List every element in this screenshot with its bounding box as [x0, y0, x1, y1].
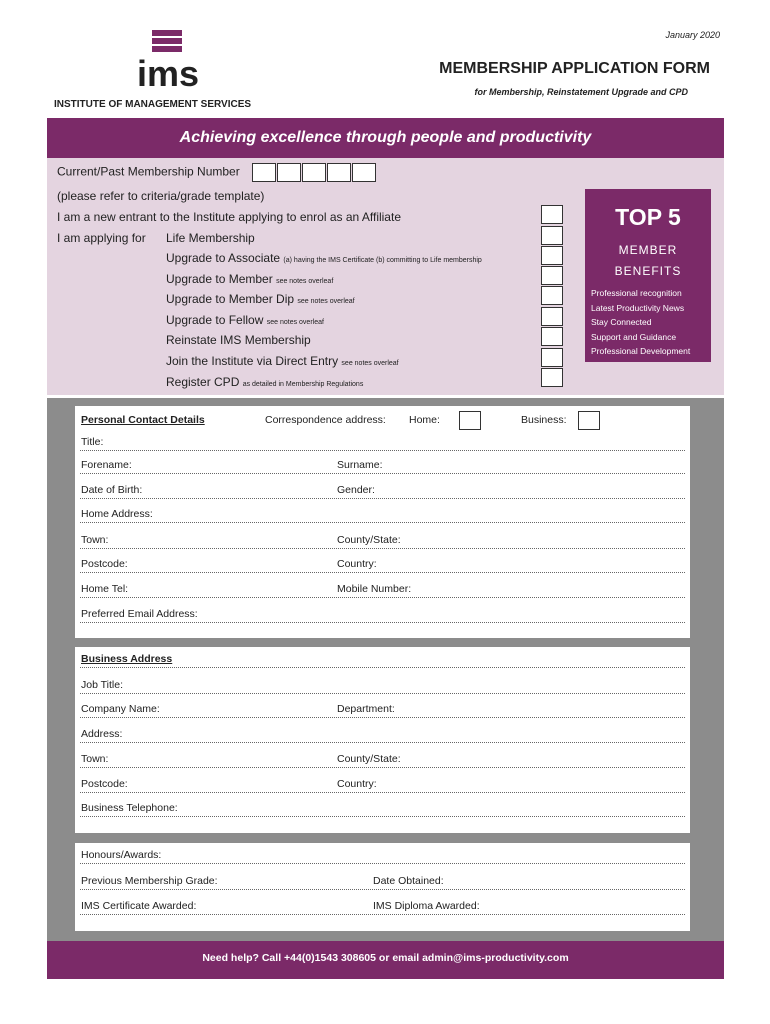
- upgrade-member-dip-checkbox[interactable]: [541, 286, 563, 305]
- town-label[interactable]: Town:: [81, 534, 109, 546]
- business-heading: Business Address: [81, 653, 173, 665]
- ims-diploma-label[interactable]: IMS Diploma Awarded:: [373, 900, 480, 912]
- business-county-label[interactable]: County/State:: [337, 753, 401, 765]
- form-title: MEMBERSHIP APPLICATION FORM: [439, 60, 710, 77]
- option-reinstate: Reinstate IMS Membership: [166, 333, 311, 347]
- option-upgrade-associate: Upgrade to Associate (a) having the IMS Certificate (b) committing to Life membership: [166, 251, 482, 265]
- business-postcode-label[interactable]: Postcode:: [81, 778, 128, 790]
- membership-number-label: Current/Past Membership Number: [57, 164, 240, 179]
- upgrade-member-checkbox[interactable]: [541, 266, 563, 285]
- mobile-label[interactable]: Mobile Number:: [337, 583, 412, 595]
- option-upgrade-member: Upgrade to Member see notes overleaf: [166, 272, 334, 286]
- top5-line1: MEMBER: [618, 243, 678, 257]
- help-footer: Need help? Call +44(0)1543 308605 or email admin@ims-productivity.com: [47, 941, 724, 979]
- membership-number-box-5[interactable]: [352, 163, 376, 182]
- institute-name: INSTITUTE OF MANAGEMENT SERVICES: [54, 99, 252, 110]
- home-address-label[interactable]: Home Address:: [81, 508, 153, 520]
- option-register-cpd: Register CPD as detailed in Membership Regulations: [166, 375, 364, 389]
- company-label[interactable]: Company Name:: [81, 703, 160, 715]
- top5-title: TOP 5: [615, 204, 681, 230]
- top5-benefits-box: [585, 189, 711, 362]
- option-upgrade-member-dip: Upgrade to Member Dip see notes overleaf: [166, 292, 355, 306]
- ims-certificate-label[interactable]: IMS Certificate Awarded:: [81, 900, 197, 912]
- logo-text: ims: [136, 53, 200, 90]
- upgrade-fellow-checkbox[interactable]: [541, 307, 563, 326]
- business-address-panel: [75, 647, 690, 833]
- membership-number-box-2[interactable]: [277, 163, 301, 182]
- new-entrant-label: I am a new entrant to the Institute applying to enrol as an Affiliate: [57, 210, 401, 224]
- county-label[interactable]: County/State:: [337, 534, 401, 546]
- upgrade-associate-checkbox[interactable]: [541, 246, 563, 265]
- life-membership-checkbox[interactable]: [541, 226, 563, 245]
- country-label[interactable]: Country:: [337, 558, 377, 570]
- correspondence-label: Correspondence address:: [265, 414, 386, 426]
- dob-label[interactable]: Date of Birth:: [81, 484, 143, 496]
- business-town-label[interactable]: Town:: [81, 753, 109, 765]
- criteria-note: (please refer to criteria/grade template): [57, 189, 265, 203]
- personal-details-panel: [75, 406, 690, 638]
- forename-label[interactable]: Forename:: [81, 459, 132, 471]
- title-label[interactable]: Title:: [81, 436, 104, 448]
- home-tel-label[interactable]: Home Tel:: [81, 583, 129, 595]
- tagline-banner: Achieving excellence through people and productivity: [47, 118, 724, 158]
- business-country-label[interactable]: Country:: [337, 778, 377, 790]
- ims-logo: [128, 30, 208, 90]
- previous-grade-label[interactable]: Previous Membership Grade:: [81, 875, 218, 887]
- business-address-label[interactable]: Address:: [81, 728, 123, 740]
- personal-heading: Personal Contact Details: [81, 414, 205, 426]
- business-address-checkbox[interactable]: [578, 411, 600, 430]
- membership-number-box-3[interactable]: [302, 163, 326, 182]
- home-label: Home:: [409, 414, 440, 426]
- home-address-checkbox[interactable]: [459, 411, 481, 430]
- honours-awards-label[interactable]: Honours/Awards:: [81, 849, 162, 861]
- email-label[interactable]: Preferred Email Address:: [81, 608, 198, 620]
- benefit-item: Professional recognition: [591, 288, 682, 298]
- affiliate-checkbox[interactable]: [541, 205, 563, 224]
- membership-number-box-1[interactable]: [252, 163, 276, 182]
- honours-panel: [75, 843, 690, 931]
- direct-entry-checkbox[interactable]: [541, 348, 563, 367]
- gender-label[interactable]: Gender:: [337, 484, 375, 496]
- option-direct-entry: Join the Institute via Direct Entry see notes overleaf: [166, 354, 399, 368]
- form-date: January 2020: [665, 30, 720, 40]
- benefit-item: Professional Development: [591, 346, 691, 356]
- option-life-membership: Life Membership: [166, 231, 255, 245]
- business-telephone-label[interactable]: Business Telephone:: [81, 802, 178, 814]
- top5-line2: BENEFITS: [614, 264, 682, 278]
- membership-number-row: [57, 163, 377, 182]
- department-label[interactable]: Department:: [337, 703, 395, 715]
- reinstate-checkbox[interactable]: [541, 327, 563, 346]
- benefit-item: Support and Guidance: [591, 331, 677, 342]
- job-title-label[interactable]: Job Title:: [81, 679, 124, 691]
- membership-number-box-4[interactable]: [327, 163, 351, 182]
- form-subtitle: for Membership, Reinstatement Upgrade and CPD: [474, 87, 688, 97]
- benefit-item: Latest Productivity News: [591, 302, 685, 313]
- postcode-label[interactable]: Postcode:: [81, 558, 128, 570]
- business-label: Business:: [521, 414, 567, 426]
- benefit-item: Stay Connected: [591, 317, 652, 327]
- register-cpd-checkbox[interactable]: [541, 368, 563, 387]
- option-upgrade-fellow: Upgrade to Fellow see notes overleaf: [166, 313, 324, 327]
- applying-for-label: I am applying for: [57, 231, 146, 245]
- surname-label[interactable]: Surname:: [337, 459, 383, 471]
- date-obtained-label[interactable]: Date Obtained:: [373, 875, 444, 887]
